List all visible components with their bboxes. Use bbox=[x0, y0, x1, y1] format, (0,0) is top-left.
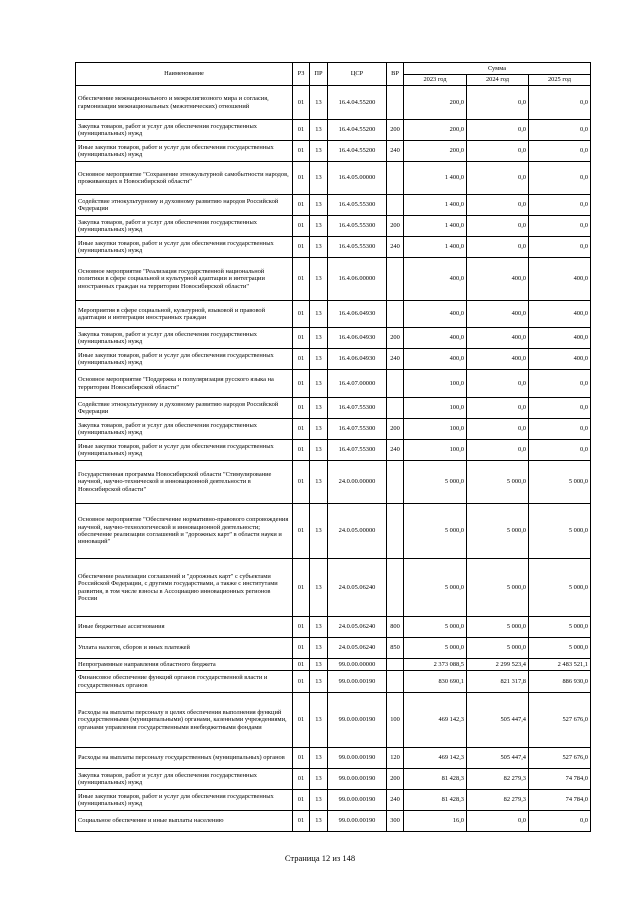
cell-y3: 2 483 521,1 bbox=[529, 659, 591, 671]
cell-csr: 16.4.05.00000 bbox=[328, 162, 387, 195]
cell-name: Уплата налогов, сборов и иных платежей bbox=[76, 638, 293, 659]
cell-pr: 13 bbox=[310, 769, 328, 790]
header-year-2024: 2024 год bbox=[467, 75, 529, 86]
cell-y1: 5 000,0 bbox=[404, 617, 467, 638]
cell-vr: 300 bbox=[387, 811, 404, 832]
header-sum: Сумма bbox=[404, 63, 591, 75]
cell-csr: 16.4.04.55200 bbox=[328, 141, 387, 162]
cell-csr: 16.4.04.55200 bbox=[328, 86, 387, 120]
cell-name: Закупка товаров, работ и услуг для обеспечения государственных (муниципальных) нужд bbox=[76, 328, 293, 349]
cell-y2: 5 000,0 bbox=[467, 617, 529, 638]
cell-vr: 240 bbox=[387, 440, 404, 461]
cell-y3: 0,0 bbox=[529, 370, 591, 398]
cell-csr: 99.0.00.00190 bbox=[328, 693, 387, 748]
cell-rz: 01 bbox=[293, 748, 310, 769]
cell-name: Иные бюджетные ассигнования bbox=[76, 617, 293, 638]
cell-rz: 01 bbox=[293, 349, 310, 370]
cell-vr bbox=[387, 195, 404, 216]
cell-y3: 5 000,0 bbox=[529, 461, 591, 504]
cell-vr bbox=[387, 504, 404, 559]
table-row bbox=[76, 162, 591, 195]
cell-rz: 01 bbox=[293, 216, 310, 237]
cell-y1: 1 400,0 bbox=[404, 237, 467, 258]
cell-y3: 0,0 bbox=[529, 398, 591, 419]
cell-csr: 16.4.05.55300 bbox=[328, 237, 387, 258]
cell-name: Мероприятия в сфере социальной, культурной, языковой и правовой адаптации и интеграции иностранных граждан bbox=[76, 301, 293, 328]
cell-rz: 01 bbox=[293, 237, 310, 258]
cell-csr: 16.4.06.04930 bbox=[328, 301, 387, 328]
cell-rz: 01 bbox=[293, 141, 310, 162]
cell-name: Иные закупки товаров, работ и услуг для обеспечения государственных (муниципальных) нужд bbox=[76, 349, 293, 370]
cell-name: Закупка товаров, работ и услуг для обеспечения государственных (муниципальных) нужд bbox=[76, 216, 293, 237]
cell-y3: 400,0 bbox=[529, 301, 591, 328]
cell-y1: 400,0 bbox=[404, 349, 467, 370]
cell-name: Основное мероприятие "Реализация государственной национальной политики в сфере социальной и культурной адаптации и интеграции иностранных граждан на территории Новосибирской области" bbox=[76, 258, 293, 301]
cell-y2: 82 279,3 bbox=[467, 790, 529, 811]
cell-y2: 0,0 bbox=[467, 237, 529, 258]
cell-csr: 16.4.05.55300 bbox=[328, 216, 387, 237]
cell-y3: 74 784,0 bbox=[529, 769, 591, 790]
cell-y1: 16,0 bbox=[404, 811, 467, 832]
cell-vr: 200 bbox=[387, 120, 404, 141]
header-name: Наименование bbox=[76, 63, 293, 86]
cell-y1: 200,0 bbox=[404, 141, 467, 162]
cell-vr: 240 bbox=[387, 790, 404, 811]
cell-rz: 01 bbox=[293, 86, 310, 120]
cell-csr: 16.4.04.55200 bbox=[328, 120, 387, 141]
cell-pr: 13 bbox=[310, 237, 328, 258]
table-row bbox=[76, 195, 591, 216]
table-row bbox=[76, 419, 591, 440]
cell-csr: 24.0.05.06240 bbox=[328, 638, 387, 659]
cell-pr: 13 bbox=[310, 659, 328, 671]
cell-y2: 5 000,0 bbox=[467, 504, 529, 559]
cell-y2: 0,0 bbox=[467, 370, 529, 398]
cell-y2: 0,0 bbox=[467, 120, 529, 141]
cell-y3: 0,0 bbox=[529, 216, 591, 237]
cell-csr: 16.4.07.55300 bbox=[328, 419, 387, 440]
cell-csr: 24.0.05.06240 bbox=[328, 559, 387, 617]
cell-csr: 16.4.06.04930 bbox=[328, 349, 387, 370]
cell-vr bbox=[387, 398, 404, 419]
header-year-2023: 2023 год bbox=[404, 75, 467, 86]
cell-y1: 1 400,0 bbox=[404, 195, 467, 216]
cell-y3: 0,0 bbox=[529, 237, 591, 258]
cell-y2: 400,0 bbox=[467, 258, 529, 301]
cell-name: Иные закупки товаров, работ и услуг для обеспечения государственных (муниципальных) нужд bbox=[76, 440, 293, 461]
budget-table-body bbox=[76, 86, 591, 832]
cell-csr: 99.0.00.00190 bbox=[328, 790, 387, 811]
cell-vr bbox=[387, 162, 404, 195]
cell-y1: 1 400,0 bbox=[404, 216, 467, 237]
cell-y1: 400,0 bbox=[404, 301, 467, 328]
cell-y2: 5 000,0 bbox=[467, 638, 529, 659]
cell-csr: 16.4.07.55300 bbox=[328, 398, 387, 419]
cell-rz: 01 bbox=[293, 659, 310, 671]
table-row bbox=[76, 748, 591, 769]
budget-table-container bbox=[75, 62, 590, 832]
cell-pr: 13 bbox=[310, 328, 328, 349]
cell-name: Содействие этнокультурному и духовному развитию народов Российской Федерации bbox=[76, 398, 293, 419]
cell-vr: 200 bbox=[387, 216, 404, 237]
cell-y3: 5 000,0 bbox=[529, 504, 591, 559]
cell-name: Иные закупки товаров, работ и услуг для обеспечения государственных (муниципальных) нужд bbox=[76, 141, 293, 162]
table-row bbox=[76, 258, 591, 301]
cell-y3: 0,0 bbox=[529, 811, 591, 832]
cell-name: Обеспечение реализации соглашений и "дорожных карт" с субъектами Российской Федерации, с другими государствами, а также с институтами развития, в том числе взносы в Ассоциацию инновационных регионов России bbox=[76, 559, 293, 617]
cell-rz: 01 bbox=[293, 504, 310, 559]
cell-y1: 400,0 bbox=[404, 258, 467, 301]
cell-y3: 0,0 bbox=[529, 141, 591, 162]
cell-rz: 01 bbox=[293, 258, 310, 301]
table-row bbox=[76, 349, 591, 370]
cell-y2: 0,0 bbox=[467, 141, 529, 162]
table-row bbox=[76, 659, 591, 671]
cell-y1: 100,0 bbox=[404, 398, 467, 419]
cell-pr: 13 bbox=[310, 301, 328, 328]
table-row bbox=[76, 301, 591, 328]
cell-y1: 830 690,1 bbox=[404, 671, 467, 693]
cell-y3: 0,0 bbox=[529, 162, 591, 195]
table-row bbox=[76, 398, 591, 419]
cell-y2: 2 299 523,4 bbox=[467, 659, 529, 671]
cell-y2: 400,0 bbox=[467, 301, 529, 328]
table-row bbox=[76, 504, 591, 559]
table-row bbox=[76, 693, 591, 748]
page-number: Страница 12 из 148 bbox=[284, 853, 356, 863]
cell-name: Закупка товаров, работ и услуг для обеспечения государственных (муниципальных) нужд bbox=[76, 419, 293, 440]
cell-y1: 100,0 bbox=[404, 440, 467, 461]
cell-pr: 13 bbox=[310, 195, 328, 216]
table-row bbox=[76, 671, 591, 693]
cell-name: Содействие этнокультурному и духовному развитию народов Российской Федерации bbox=[76, 195, 293, 216]
cell-rz: 01 bbox=[293, 461, 310, 504]
cell-name: Расходы на выплаты персоналу в целях обеспечения выполнения функций государственными (муниципальными) органами, казенными учреждениями, органами управления государственными внебюджетными фондами bbox=[76, 693, 293, 748]
cell-vr: 240 bbox=[387, 349, 404, 370]
cell-vr: 850 bbox=[387, 638, 404, 659]
cell-y2: 0,0 bbox=[467, 398, 529, 419]
cell-y3: 0,0 bbox=[529, 195, 591, 216]
cell-vr: 240 bbox=[387, 237, 404, 258]
cell-y1: 400,0 bbox=[404, 328, 467, 349]
cell-vr bbox=[387, 301, 404, 328]
cell-rz: 01 bbox=[293, 790, 310, 811]
cell-csr: 99.0.00.00190 bbox=[328, 748, 387, 769]
cell-pr: 13 bbox=[310, 216, 328, 237]
cell-y2: 0,0 bbox=[467, 216, 529, 237]
cell-rz: 01 bbox=[293, 559, 310, 617]
cell-y3: 0,0 bbox=[529, 419, 591, 440]
cell-rz: 01 bbox=[293, 617, 310, 638]
table-row bbox=[76, 617, 591, 638]
table-row bbox=[76, 811, 591, 832]
cell-y2: 821 317,8 bbox=[467, 671, 529, 693]
table-row bbox=[76, 120, 591, 141]
cell-y3: 74 784,0 bbox=[529, 790, 591, 811]
header-vr: ВР bbox=[387, 63, 404, 86]
cell-vr bbox=[387, 559, 404, 617]
table-row bbox=[76, 328, 591, 349]
cell-csr: 24.0.05.00000 bbox=[328, 504, 387, 559]
cell-pr: 13 bbox=[310, 617, 328, 638]
table-row bbox=[76, 790, 591, 811]
cell-y3: 886 930,0 bbox=[529, 671, 591, 693]
cell-name: Основное мероприятие "Поддержка и популяризация русского языка на территории Новосибирской области" bbox=[76, 370, 293, 398]
cell-csr: 24.0.05.06240 bbox=[328, 617, 387, 638]
cell-csr: 99.0.00.00190 bbox=[328, 671, 387, 693]
cell-csr: 99.0.00.00190 bbox=[328, 769, 387, 790]
cell-rz: 01 bbox=[293, 638, 310, 659]
cell-vr bbox=[387, 370, 404, 398]
cell-name: Государственная программа Новосибирской области "Стимулирование научной, научно-технической и инновационной деятельности в Новосибирской области" bbox=[76, 461, 293, 504]
cell-pr: 13 bbox=[310, 638, 328, 659]
cell-rz: 01 bbox=[293, 328, 310, 349]
header-rz: РЗ bbox=[293, 63, 310, 86]
cell-y3: 400,0 bbox=[529, 258, 591, 301]
cell-y1: 100,0 bbox=[404, 370, 467, 398]
cell-y1: 469 142,3 bbox=[404, 693, 467, 748]
cell-vr: 800 bbox=[387, 617, 404, 638]
cell-name: Основное мероприятие "Сохранение этнокультурной самобытности народов, проживающих в Новосибирской области" bbox=[76, 162, 293, 195]
cell-rz: 01 bbox=[293, 419, 310, 440]
cell-y2: 505 447,4 bbox=[467, 693, 529, 748]
cell-y1: 469 142,3 bbox=[404, 748, 467, 769]
cell-pr: 13 bbox=[310, 258, 328, 301]
cell-vr: 100 bbox=[387, 693, 404, 748]
table-row bbox=[76, 141, 591, 162]
cell-y1: 2 373 088,5 bbox=[404, 659, 467, 671]
cell-pr: 13 bbox=[310, 811, 328, 832]
cell-y3: 5 000,0 bbox=[529, 617, 591, 638]
cell-pr: 13 bbox=[310, 120, 328, 141]
cell-y2: 0,0 bbox=[467, 440, 529, 461]
cell-y1: 1 400,0 bbox=[404, 162, 467, 195]
table-row bbox=[76, 638, 591, 659]
cell-csr: 99.0.00.00190 bbox=[328, 811, 387, 832]
cell-rz: 01 bbox=[293, 769, 310, 790]
cell-vr bbox=[387, 461, 404, 504]
cell-name: Закупка товаров, работ и услуг для обеспечения государственных (муниципальных) нужд bbox=[76, 769, 293, 790]
cell-rz: 01 bbox=[293, 162, 310, 195]
cell-csr: 16.4.06.00000 bbox=[328, 258, 387, 301]
cell-y2: 0,0 bbox=[467, 162, 529, 195]
cell-csr: 16.4.07.00000 bbox=[328, 370, 387, 398]
cell-name: Иные закупки товаров, работ и услуг для обеспечения государственных (муниципальных) нужд bbox=[76, 790, 293, 811]
cell-y1: 200,0 bbox=[404, 120, 467, 141]
cell-csr: 16.4.07.55300 bbox=[328, 440, 387, 461]
cell-pr: 13 bbox=[310, 141, 328, 162]
cell-name: Иные закупки товаров, работ и услуг для обеспечения государственных (муниципальных) нужд bbox=[76, 237, 293, 258]
cell-vr: 200 bbox=[387, 419, 404, 440]
header-csr: ЦСР bbox=[328, 63, 387, 86]
cell-csr: 16.4.05.55300 bbox=[328, 195, 387, 216]
cell-y1: 5 000,0 bbox=[404, 638, 467, 659]
cell-y2: 82 279,3 bbox=[467, 769, 529, 790]
cell-pr: 13 bbox=[310, 693, 328, 748]
cell-y1: 5 000,0 bbox=[404, 504, 467, 559]
cell-rz: 01 bbox=[293, 693, 310, 748]
cell-y2: 400,0 bbox=[467, 349, 529, 370]
cell-y3: 527 676,0 bbox=[529, 748, 591, 769]
cell-rz: 01 bbox=[293, 440, 310, 461]
cell-name: Финансовое обеспечение функций органов государственной власти и государственных органов bbox=[76, 671, 293, 693]
cell-y1: 81 428,3 bbox=[404, 769, 467, 790]
header-year-2025: 2025 год bbox=[529, 75, 591, 86]
table-row bbox=[76, 769, 591, 790]
cell-vr: 240 bbox=[387, 141, 404, 162]
cell-csr: 24.0.00.00000 bbox=[328, 461, 387, 504]
cell-pr: 13 bbox=[310, 461, 328, 504]
cell-vr bbox=[387, 86, 404, 120]
table-row bbox=[76, 86, 591, 120]
cell-rz: 01 bbox=[293, 120, 310, 141]
table-row bbox=[76, 370, 591, 398]
cell-csr: 99.0.00.00000 bbox=[328, 659, 387, 671]
cell-vr: 200 bbox=[387, 769, 404, 790]
table-row bbox=[76, 559, 591, 617]
cell-vr bbox=[387, 258, 404, 301]
cell-rz: 01 bbox=[293, 301, 310, 328]
cell-y1: 5 000,0 bbox=[404, 461, 467, 504]
cell-vr: 200 bbox=[387, 328, 404, 349]
cell-pr: 13 bbox=[310, 419, 328, 440]
cell-vr: 120 bbox=[387, 748, 404, 769]
header-row-top bbox=[76, 63, 591, 75]
cell-vr bbox=[387, 659, 404, 671]
table-row bbox=[76, 440, 591, 461]
cell-name: Непрограммные направления областного бюджета bbox=[76, 659, 293, 671]
cell-name: Расходы на выплаты персоналу государственных (муниципальных) органов bbox=[76, 748, 293, 769]
table-row bbox=[76, 237, 591, 258]
cell-pr: 13 bbox=[310, 504, 328, 559]
cell-pr: 13 bbox=[310, 559, 328, 617]
cell-y3: 400,0 bbox=[529, 328, 591, 349]
cell-pr: 13 bbox=[310, 162, 328, 195]
cell-y2: 505 447,4 bbox=[467, 748, 529, 769]
table-row bbox=[76, 216, 591, 237]
cell-rz: 01 bbox=[293, 671, 310, 693]
cell-name: Социальное обеспечение и иные выплаты населению bbox=[76, 811, 293, 832]
cell-y3: 0,0 bbox=[529, 120, 591, 141]
cell-y2: 0,0 bbox=[467, 86, 529, 120]
cell-y2: 400,0 bbox=[467, 328, 529, 349]
cell-y2: 0,0 bbox=[467, 195, 529, 216]
cell-y2: 0,0 bbox=[467, 419, 529, 440]
cell-name: Основное мероприятие "Обеспечение нормативно-правового сопровождения научной, научно-технологической и инновационной деятельности; обеспечение реализации соглашений и "дорожных карт" в области науки и инноваций" bbox=[76, 504, 293, 559]
cell-y1: 100,0 bbox=[404, 419, 467, 440]
cell-y2: 0,0 bbox=[467, 811, 529, 832]
cell-pr: 13 bbox=[310, 671, 328, 693]
cell-y3: 5 000,0 bbox=[529, 559, 591, 617]
cell-rz: 01 bbox=[293, 370, 310, 398]
cell-y3: 0,0 bbox=[529, 440, 591, 461]
cell-y3: 5 000,0 bbox=[529, 638, 591, 659]
cell-y1: 200,0 bbox=[404, 86, 467, 120]
cell-rz: 01 bbox=[293, 811, 310, 832]
cell-pr: 13 bbox=[310, 86, 328, 120]
cell-y1: 5 000,0 bbox=[404, 559, 467, 617]
budget-table bbox=[75, 62, 591, 832]
cell-pr: 13 bbox=[310, 398, 328, 419]
cell-vr bbox=[387, 671, 404, 693]
cell-y2: 5 000,0 bbox=[467, 559, 529, 617]
cell-pr: 13 bbox=[310, 370, 328, 398]
cell-y2: 5 000,0 bbox=[467, 461, 529, 504]
cell-y3: 527 676,0 bbox=[529, 693, 591, 748]
header-pr: ПР bbox=[310, 63, 328, 86]
cell-rz: 01 bbox=[293, 195, 310, 216]
cell-y3: 400,0 bbox=[529, 349, 591, 370]
cell-pr: 13 bbox=[310, 790, 328, 811]
cell-pr: 13 bbox=[310, 349, 328, 370]
cell-pr: 13 bbox=[310, 440, 328, 461]
cell-name: Закупка товаров, работ и услуг для обеспечения государственных (муниципальных) нужд bbox=[76, 120, 293, 141]
cell-y1: 81 428,3 bbox=[404, 790, 467, 811]
cell-pr: 13 bbox=[310, 748, 328, 769]
cell-name: Обеспечение межнационального и межрелигиозного мира и согласия, гармонизации межнациональных (межэтнических) отношений bbox=[76, 86, 293, 120]
cell-rz: 01 bbox=[293, 398, 310, 419]
cell-csr: 16.4.06.04930 bbox=[328, 328, 387, 349]
cell-y3: 0,0 bbox=[529, 86, 591, 120]
table-row bbox=[76, 461, 591, 504]
